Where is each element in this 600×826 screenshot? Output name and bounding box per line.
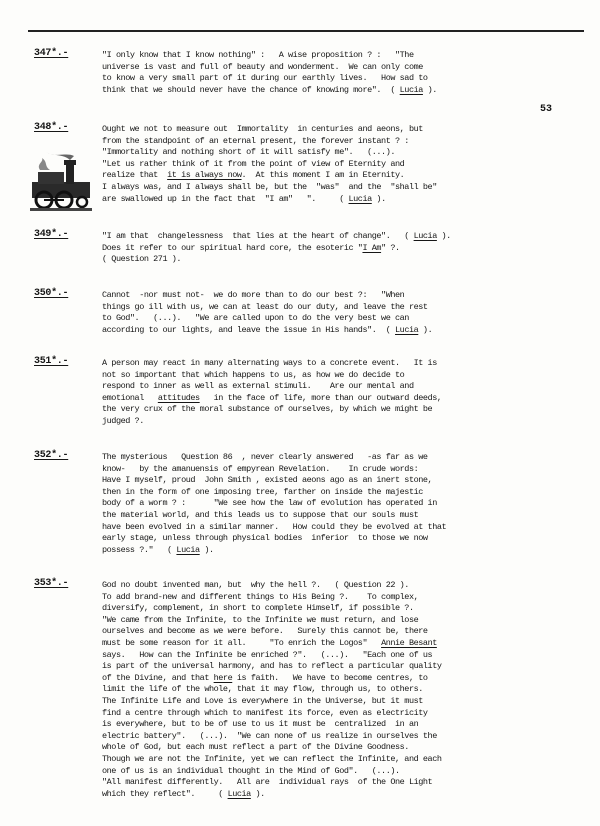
text-line (102, 708, 572, 720)
text-segment: body of a worm ? : "We see how the law of evolution has operated in (102, 498, 437, 509)
text-line (102, 393, 572, 405)
entry-text (102, 452, 572, 556)
text-segment: Does it refer to our spiritual hard core, the esoteric " (102, 242, 363, 253)
text-line (102, 50, 572, 62)
text-segment: Ought we not to measure out Immortality in centuries and aeons, but (102, 124, 423, 134)
text-segment: "I only know that I know nothing" : A wise proposition ? : "The (102, 50, 414, 60)
text-line (102, 302, 572, 314)
text-segment: . At this moment I am in Eternity. (241, 170, 405, 181)
underlined-text: Annie Besant (381, 637, 437, 648)
text-segment: ). (199, 544, 214, 555)
underlined-text: attitudes (157, 392, 200, 403)
text-line (102, 416, 572, 428)
text-segment: realize that (102, 170, 168, 181)
entry-number: 350*.- (34, 288, 69, 299)
text-segment: Though we are not the Infinite, yet we can reflect the Infinite, and each (102, 753, 442, 764)
text-segment: electric battery". (...). "We can none of us realize in ourselves the (102, 730, 437, 741)
text-line (102, 696, 572, 708)
text-line (102, 182, 572, 194)
text-segment: to know a very small part of it during our earthly lives. How sad to (102, 73, 428, 84)
text-segment: things go ill with us, we can at least do our duty, and leave the rest (102, 301, 428, 312)
text-line (102, 742, 572, 754)
text-segment: the material world, and this leads us to suppose that our souls must (102, 509, 419, 520)
text-segment: in the face of life, more than our outward deeds, (199, 392, 442, 403)
text-segment: " ?. (381, 242, 400, 253)
text-segment: the very crux of the moral substance of ourselves, by which we might be (102, 404, 433, 415)
entry-text (102, 358, 572, 428)
underlined-text: here (213, 672, 233, 683)
text-segment: according to our lights, and leave the issue in His hands". ( (102, 324, 396, 335)
text-segment: diversify, complement, in short to complete Himself, if possible ?. (102, 603, 414, 614)
underlined-text: Lucia (395, 324, 419, 335)
text-line (102, 475, 572, 487)
text-segment: The Infinite Life and Love is everywhere in the Universe, but it must (102, 695, 423, 706)
underlined-text: Lucia (176, 544, 200, 555)
text-line (102, 731, 572, 743)
entry-number: 348*.- (34, 122, 69, 133)
text-segment: A person may react in many alternating ways to a concrete event. It is (102, 358, 437, 368)
text-line (102, 62, 572, 74)
text-line (102, 231, 572, 243)
text-segment: "We came from the Infinite, to the Infinite we must return, and lose (102, 614, 419, 625)
text-line (102, 370, 572, 382)
text-segment: not so important that which happens to us, as how we do decide to (102, 369, 405, 380)
text-segment: is everywhere, but to be of use to us it must be centralized in an (102, 719, 419, 730)
text-segment: ). (418, 324, 433, 335)
steam-engine-illustration (30, 150, 92, 212)
text-line (102, 136, 572, 148)
text-line (102, 381, 572, 393)
text-segment: says. How can the Infinite be enriched ?". (...). "Each one of us (102, 649, 433, 660)
text-segment: respond to inner as well as external stimuli. Are our mental and (102, 381, 414, 392)
text-segment: universe is vast and full of beauty and wonderment. We can only come (102, 61, 423, 72)
text-segment: think that we should never have the chance of knowing more". ( (102, 84, 400, 95)
text-segment: possess ?." ( (102, 544, 177, 555)
text-line (102, 789, 572, 801)
text-line (102, 73, 572, 85)
entry-number: 349*.- (34, 229, 69, 240)
text-segment: to God". (...). "We are called upon to do the very best we can (102, 313, 409, 324)
text-line (102, 325, 572, 337)
text-segment: The mysterious Question 86 , never clearly answered -as far as we (102, 452, 428, 462)
text-segment: ourselves and become as we were before. Surely this cannot be, there (102, 626, 428, 637)
text-line (102, 464, 572, 476)
entry-text (102, 290, 572, 336)
text-line (102, 124, 572, 136)
underlined-text: Lucia (227, 788, 251, 799)
text-segment: ( Question 271 ). (102, 254, 182, 265)
text-line (102, 147, 572, 159)
text-segment: ). (436, 231, 451, 241)
text-segment: "All manifest differently. All are individual rays of the One Light (102, 777, 433, 788)
text-line (102, 754, 572, 766)
text-segment: Have I myself, proud John Smith , existed aeons ago as an inert stone, (102, 475, 433, 486)
text-segment: find a centre through which to manifest its force, even as electricity (102, 707, 428, 718)
text-line (102, 650, 572, 662)
entry-number: 351*.- (34, 356, 69, 367)
underlined-text: I Am (362, 242, 382, 253)
text-segment: are swallowed up in the fact that "I am" ". ( (102, 193, 349, 204)
text-segment: "Let us rather think of it from the point of view of Eternity and (102, 158, 405, 169)
text-line (102, 580, 572, 592)
entry-text (102, 50, 572, 96)
text-segment: limit the life of the whole, that it may flow, through us, to others. (102, 684, 423, 695)
text-segment: Cannot -nor must not- we do more than to do our best ?: "When (102, 290, 405, 300)
text-segment: judged ?. (102, 415, 144, 426)
entry-text (102, 124, 572, 205)
text-segment: "Immortality and nothing short of it will satisfy me". (...). (102, 147, 396, 158)
text-segment: ). (422, 84, 437, 95)
entry-text (102, 580, 572, 800)
text-line (102, 638, 572, 650)
text-line (102, 719, 572, 731)
text-segment: God no doubt invented man, but why the hell ?. ( Question 22 ). (102, 580, 409, 590)
entry-number: 352*.- (34, 450, 69, 461)
text-segment: from the standpoint of an eternal present, the forever instant ? : (102, 135, 409, 146)
text-segment: ). (371, 193, 386, 204)
text-line (102, 159, 572, 171)
text-segment: emotional (102, 392, 158, 403)
text-segment: then in the form of one imposing tree, farther on inside the majestic (102, 486, 423, 497)
text-segment: I always was, and I always shall be, but the "was" and the "shall be" (102, 181, 437, 192)
text-line (102, 358, 572, 370)
text-segment: one of us is an individual thought in the Mind of God". (...). (102, 765, 400, 776)
text-line (102, 615, 572, 627)
text-line (102, 498, 572, 510)
text-line (102, 404, 572, 416)
text-line (102, 452, 572, 464)
underlined-text: Lucia (348, 193, 372, 204)
text-line (102, 673, 572, 685)
text-line (102, 545, 572, 557)
text-segment: must be some reason for it all. "To enrich the Logos" (102, 637, 382, 648)
text-segment: which they reflect". ( (102, 788, 228, 799)
entry-number: 347*.- (34, 48, 69, 59)
text-line (102, 510, 572, 522)
text-line (102, 254, 572, 266)
text-line (102, 684, 572, 696)
text-segment: know- by the amanuensis of empyrean Revelation. In crude words: (102, 463, 419, 474)
text-line (102, 603, 572, 615)
entry-text (102, 231, 572, 266)
text-line (102, 533, 572, 545)
text-segment: have been evolved in a similar manner. How could they be evolved at that (102, 521, 447, 532)
text-line (102, 777, 572, 789)
text-line (102, 487, 572, 499)
page-number: 53 (540, 104, 553, 115)
entry-number: 353*.- (34, 578, 69, 589)
underlined-text: it is always now (167, 170, 242, 181)
text-segment: "I am that changelessness that lies at the heart of change". ( (102, 231, 414, 241)
underlined-text: Lucia (399, 84, 423, 95)
top-rule (28, 30, 584, 32)
text-line (102, 661, 572, 673)
text-line (102, 766, 572, 778)
underlined-text: Lucia (413, 231, 437, 241)
text-line (102, 194, 572, 206)
text-segment: whole of God, but each must reflect a part of the Divine Goodness. (102, 742, 409, 753)
text-line (102, 592, 572, 604)
text-line (102, 243, 572, 255)
text-line (102, 85, 572, 97)
text-segment: ). (250, 788, 265, 799)
text-segment: is faith. We have to become centres, to (232, 672, 428, 683)
text-segment: early stage, unless through physical bodies inferior to those we now (102, 533, 428, 544)
text-line (102, 313, 572, 325)
text-line (102, 522, 572, 534)
text-line (102, 290, 572, 302)
text-segment: To add brand-new and different things to His Being ?. To complex, (102, 591, 419, 602)
text-segment: is part of the universal harmony, and has to reflect a particular quality (102, 661, 442, 672)
text-segment: of the Divine, and that (102, 672, 214, 683)
text-line (102, 170, 572, 182)
text-line (102, 626, 572, 638)
